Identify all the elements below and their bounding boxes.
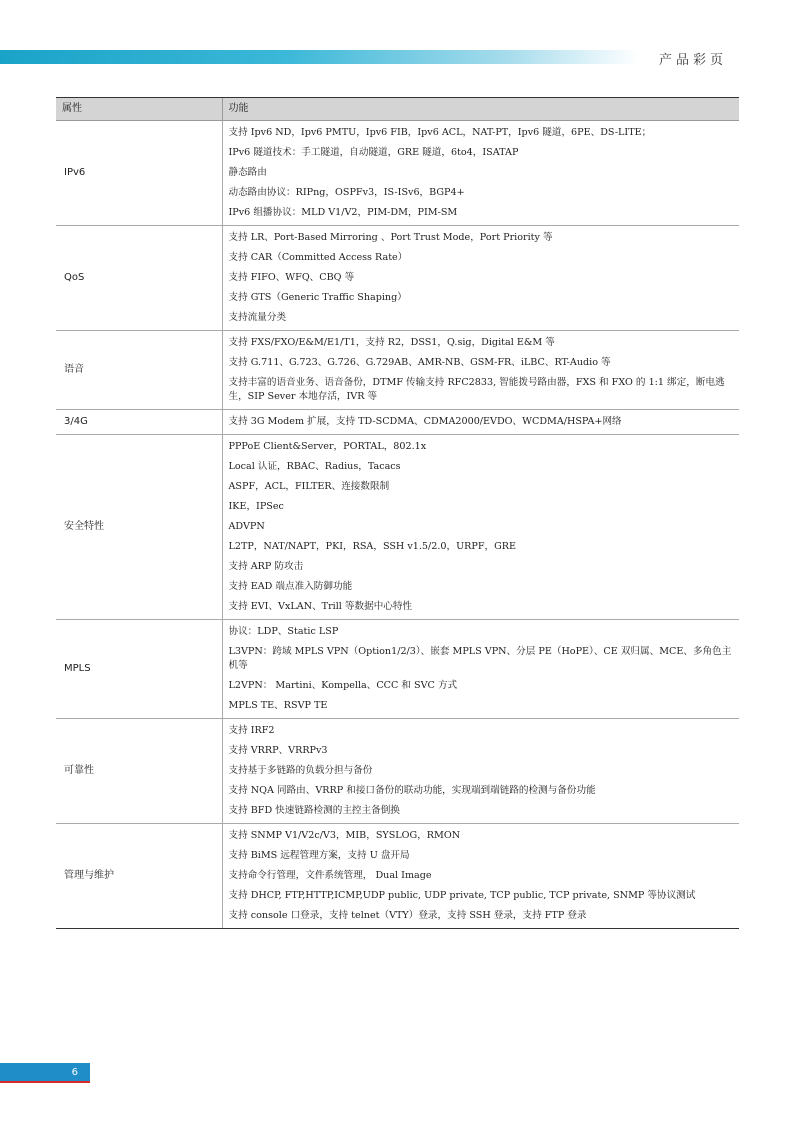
feature-line: 支持 DHCP, FTP,HTTP,ICMP,UDP public, UDP private, TCP public, TCP private, SNMP 等协议测试: [228, 890, 696, 901]
feature-line: 支持 CAR（Committed Access Rate）: [228, 252, 408, 263]
feature-cell: [222, 410, 739, 435]
attribute-cell: 语音: [56, 331, 222, 410]
feature-line: 支持 ARP 防攻击: [228, 561, 304, 572]
feature-line: 支持 console 口登录，支持 telnet（VTY）登录，支持 SSH 登录，支持 FTP 登录: [228, 910, 587, 921]
feature-line: 支持 GTS（Generic Traffic Shaping）: [228, 292, 407, 303]
feature-line: 协议：LDP、Static LSP: [228, 626, 339, 637]
attribute-cell: 可靠性: [56, 719, 222, 824]
page-header-title: 产品彩页: [658, 53, 727, 68]
feature-line: 支持 EAD 端点准入防御功能: [228, 581, 353, 592]
feature-line: Local 认证，RBAC、Radius，Tacacs: [228, 461, 401, 472]
feature-line: 支持 BFD 快速链路检测的主控主备倒换: [228, 805, 400, 816]
feature-cell: [222, 719, 739, 824]
feature-line: 支持 G.711、G.723、G.726、G.729AB、AMR-NB、GSM-FR、iLBC、RT-Audio 等: [228, 357, 611, 368]
feature-cell: [222, 331, 739, 410]
attribute-cell: QoS: [56, 226, 222, 331]
feature-line: 支持 IRF2: [228, 725, 275, 736]
table-row: [56, 331, 739, 410]
table-row: [56, 435, 739, 620]
feature-line: 支持 EVI、VxLAN、Trill 等数据中心特性: [228, 601, 413, 612]
feature-line: 支持 Ipv6 ND，Ipv6 PMTU，Ipv6 FIB，Ipv6 ACL，NAT-PT，Ipv6 隧道，6PE、DS-LITE；: [228, 127, 652, 138]
feature-line: 支持 FXS/FXO/E&M/E1/T1，支持 R2，DSS1，Q.sig，Digital E&M 等: [228, 337, 555, 348]
feature-line: 动态路由协议：RIPng，OSPFv3，IS-ISv6，BGP4+: [228, 187, 465, 198]
feature-line: 静态路由: [228, 167, 267, 178]
feature-line: 支持 LR、Port-Based Mirroring 、Port Trust Mode，Port Priority 等: [228, 232, 553, 243]
feature-line: L2TP，NAT/NAPT，PKI，RSA，SSH v1.5/2.0，URPF，GRE: [228, 541, 517, 552]
feature-line: 支持 3G Modem 扩展，支持 TD-SCDMA、CDMA2000/EVDO、WCDMA/HSPA+网络: [228, 416, 622, 427]
feature-line: ASPF，ACL，FILTER、连接数限制: [228, 481, 390, 492]
feature-cell: [222, 435, 739, 620]
table-body: [56, 121, 739, 929]
attribute-cell: MPLS: [56, 620, 222, 719]
feature-line: 支持丰富的语音业务、语音备份，DTMF 传输支持 RFC2833, 智能拨号路由器，FXS 和 FXO 的 1:1 绑定，断电逃生，SIP Sever 本地存活，IVR 等: [228, 377, 725, 402]
table-row: [56, 620, 739, 719]
feature-line: 支持 BiMS 远程管理方案，支持 U 盘开局: [228, 850, 410, 861]
feature-line: 支持 VRRP、VRRPv3: [228, 745, 328, 756]
attribute-cell: 安全特性: [56, 435, 222, 620]
table-row: [56, 719, 739, 824]
feature-line: L2VPN： Martini、Kompella、CCC 和 SVC 方式: [228, 680, 458, 691]
feature-line: IPv6 隧道技术：手工隧道，自动隧道，GRE 隧道，6to4，ISATAP: [228, 147, 519, 158]
feature-line: 支持 SNMP V1/V2c/V3，MIB，SYSLOG，RMON: [228, 830, 461, 841]
feature-cell: [222, 121, 739, 226]
attribute-cell: 3/4G: [56, 410, 222, 435]
header-function: 功能: [222, 98, 739, 121]
feature-line: 支持 NQA 同路由、VRRP 和接口备份的联动功能，实现端到端链路的检测与备份功能: [228, 785, 596, 796]
feature-line: MPLS TE、RSVP TE: [228, 700, 328, 711]
feature-line: IPv6 组播协议：MLD V1/V2，PIM-DM，PIM-SM: [228, 207, 458, 218]
feature-cell: [222, 824, 739, 929]
feature-line: 支持流量分类: [228, 312, 287, 323]
feature-line: 支持命令行管理，文件系统管理， Dual Image: [228, 870, 432, 881]
header-color-band: [0, 50, 640, 64]
feature-line: ADVPN: [228, 521, 265, 532]
header-attribute: 属性: [56, 98, 222, 121]
feature-cell: [222, 620, 739, 719]
attribute-cell: 管理与维护: [56, 824, 222, 929]
feature-line: L3VPN：跨域 MPLS VPN（Option1/2/3）、嵌套 MPLS VPN、分层 PE（HoPE）、CE 双归属、MCE、多角色主机等: [228, 646, 732, 671]
attribute-cell: IPv6: [56, 121, 222, 226]
table-row: [56, 824, 739, 929]
page-number: 6: [0, 1063, 90, 1083]
table-row: [56, 121, 739, 226]
spec-table: [56, 97, 739, 929]
feature-line: 支持 FIFO、WFQ、CBQ 等: [228, 272, 355, 283]
table-header-row: [56, 98, 739, 121]
feature-line: 支持基于多链路的负载分担与备份: [228, 765, 373, 776]
feature-cell: [222, 226, 739, 331]
table-row: [56, 410, 739, 435]
table-row: [56, 226, 739, 331]
feature-line: IKE，IPSec: [228, 501, 284, 512]
feature-line: PPPoE Client&Server，PORTAL，802.1x: [228, 441, 427, 452]
